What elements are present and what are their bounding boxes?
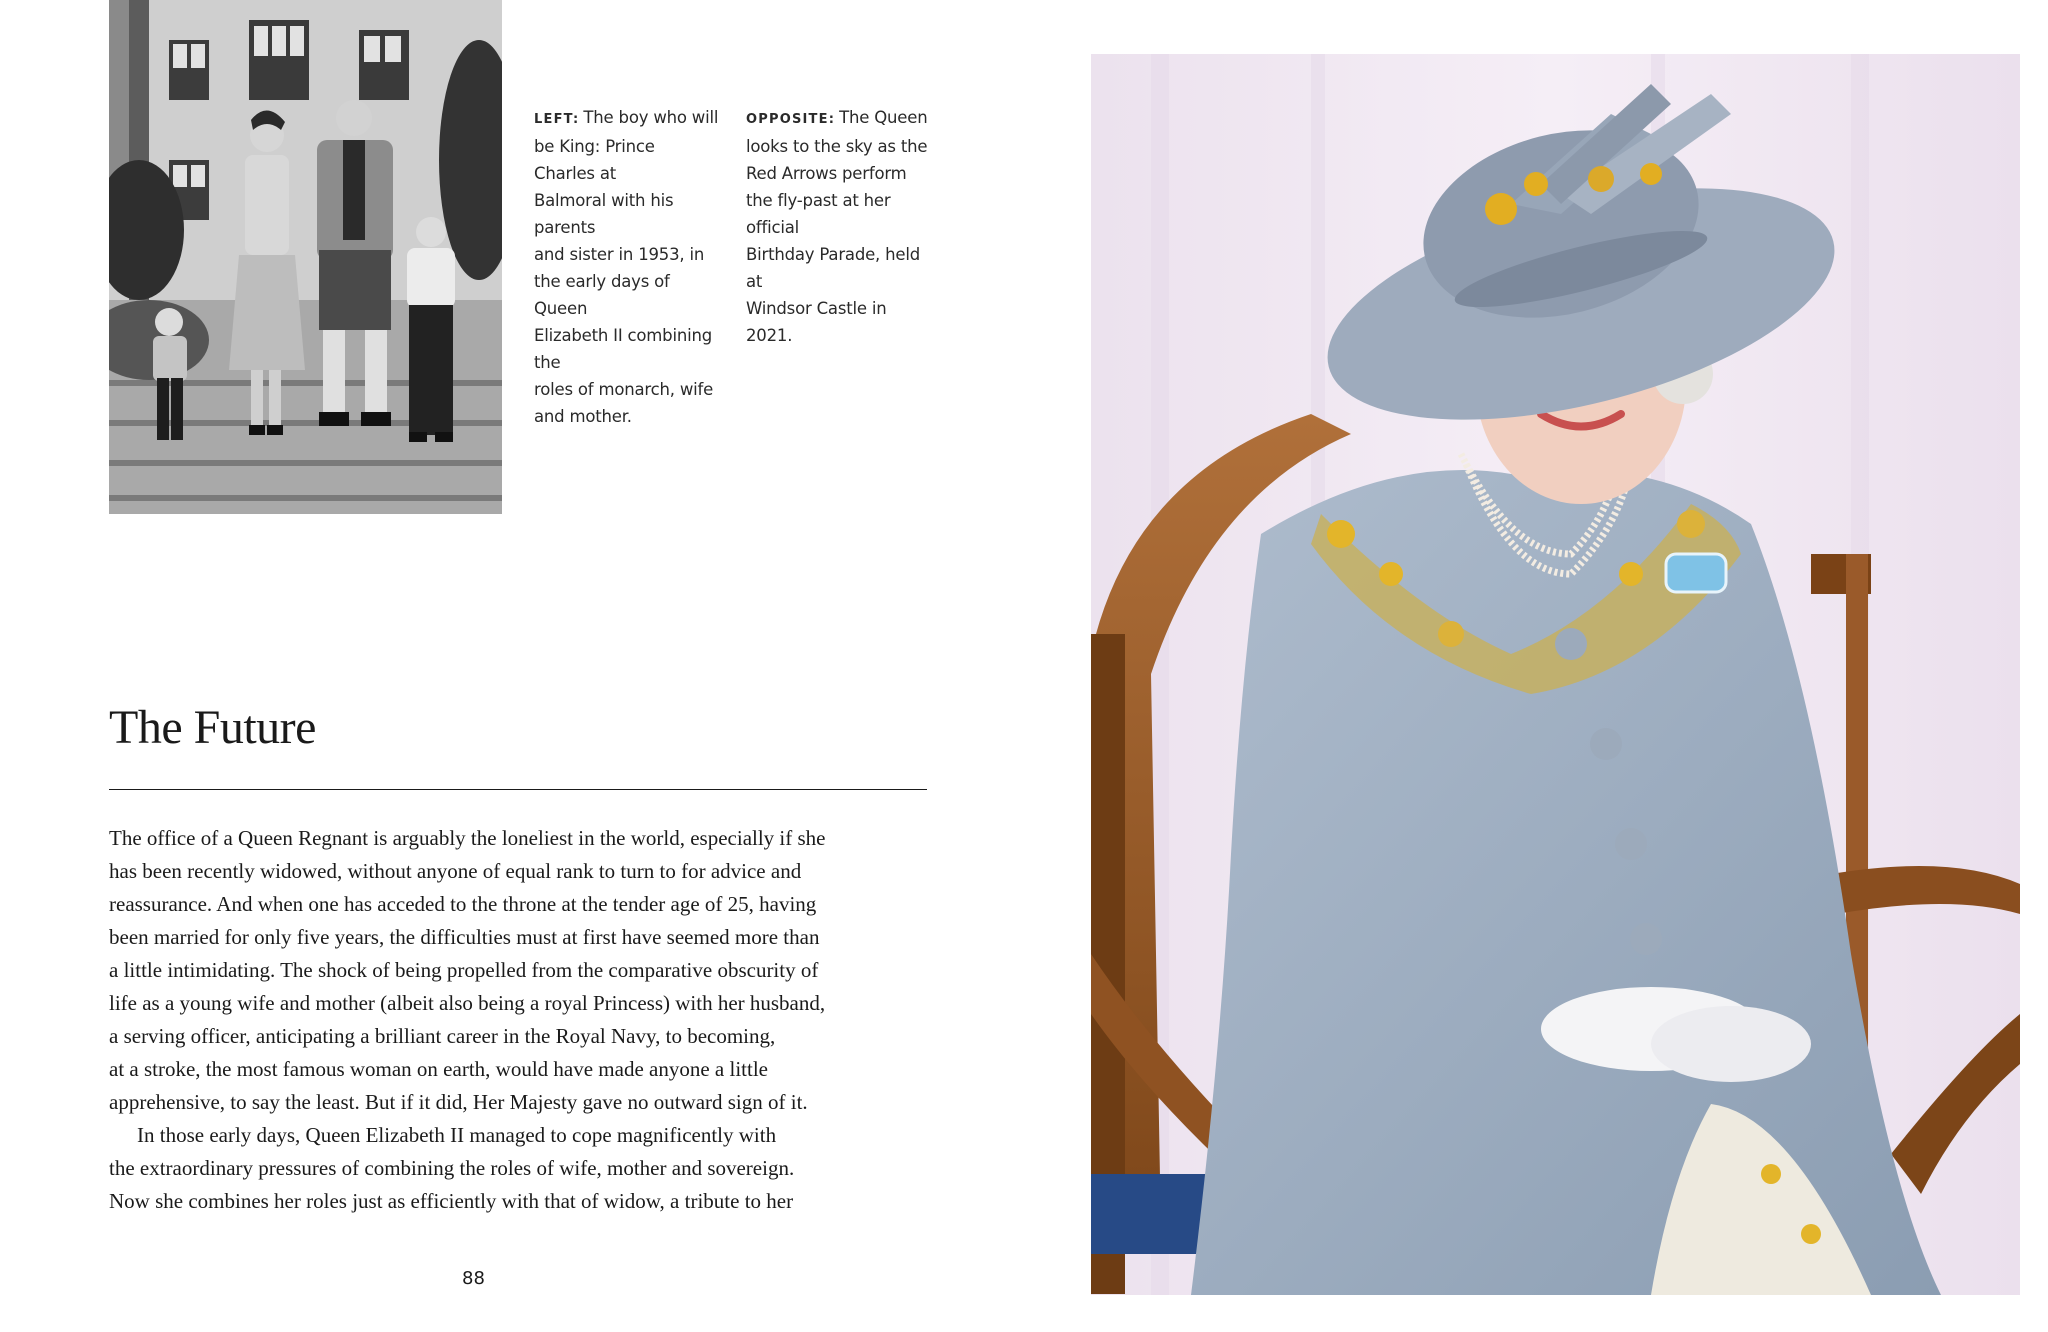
family-photo-balmoral	[109, 0, 502, 514]
body-line: In those early days, Queen Elizabeth II managed to cope magnificently with	[137, 1123, 777, 1147]
heading-divider	[109, 789, 927, 790]
body-line: apprehensive, to say the least. But if it did, Her Majesty gave no outward sign of it.	[109, 1090, 808, 1114]
caption-line: and sister in 1953, in	[534, 245, 705, 264]
body-line: a little intimidating. The shock of being propelled from the comparative obscurity of	[109, 958, 819, 982]
caption-line: and mother.	[534, 407, 632, 426]
caption-opposite	[746, 104, 931, 349]
body-line: a serving officer, anticipating a brilliant career in the Royal Navy, to becoming,	[109, 1024, 776, 1048]
body-line: reassurance. And when one has acceded to the throne at the tender age of 25, having	[109, 892, 817, 916]
body-line: Now she combines her roles just as efficiently with that of widow, a tribute to her	[109, 1189, 794, 1213]
caption-line: Windsor Castle in 2021.	[746, 299, 887, 345]
caption-line: the early days of Queen	[534, 272, 670, 318]
caption-line: Balmoral with his parents	[534, 191, 674, 237]
caption-line: The boy who will	[583, 108, 719, 127]
caption-line: Birthday Parade, held at	[746, 245, 921, 291]
queen-photo-windsor	[1091, 54, 2020, 1295]
page-number: 88	[462, 1268, 485, 1289]
caption-line: looks to the sky as the	[746, 137, 928, 156]
caption-left-lead: LEFT:	[534, 112, 580, 127]
caption-line: Elizabeth II combining the	[534, 326, 713, 372]
body-line: The office of a Queen Regnant is arguably the loneliest in the world, especially if she	[109, 826, 826, 850]
caption-line: The Queen	[839, 108, 928, 127]
caption-line: the fly-past at her official	[746, 191, 891, 237]
caption-opposite-lead: OPPOSITE:	[746, 112, 836, 127]
caption-line: Red Arrows perform	[746, 164, 907, 183]
section-heading: The Future	[109, 701, 316, 754]
caption-left	[534, 104, 719, 430]
body-line: life as a young wife and mother (albeit also being a royal Princess) with her husband,	[109, 991, 826, 1015]
caption-line: roles of monarch, wife	[534, 380, 714, 399]
body-line: at a stroke, the most famous woman on earth, would have made anyone a little	[109, 1057, 768, 1081]
body-line: the extraordinary pressures of combining the roles of wife, mother and sovereign.	[109, 1156, 795, 1180]
body-line: been married for only five years, the difficulties must at first have seemed more than	[109, 925, 820, 949]
body-line: has been recently widowed, without anyone of equal rank to turn to for advice and	[109, 859, 802, 883]
body-text	[109, 822, 869, 1218]
caption-line: be King: Prince Charles at	[534, 137, 655, 183]
